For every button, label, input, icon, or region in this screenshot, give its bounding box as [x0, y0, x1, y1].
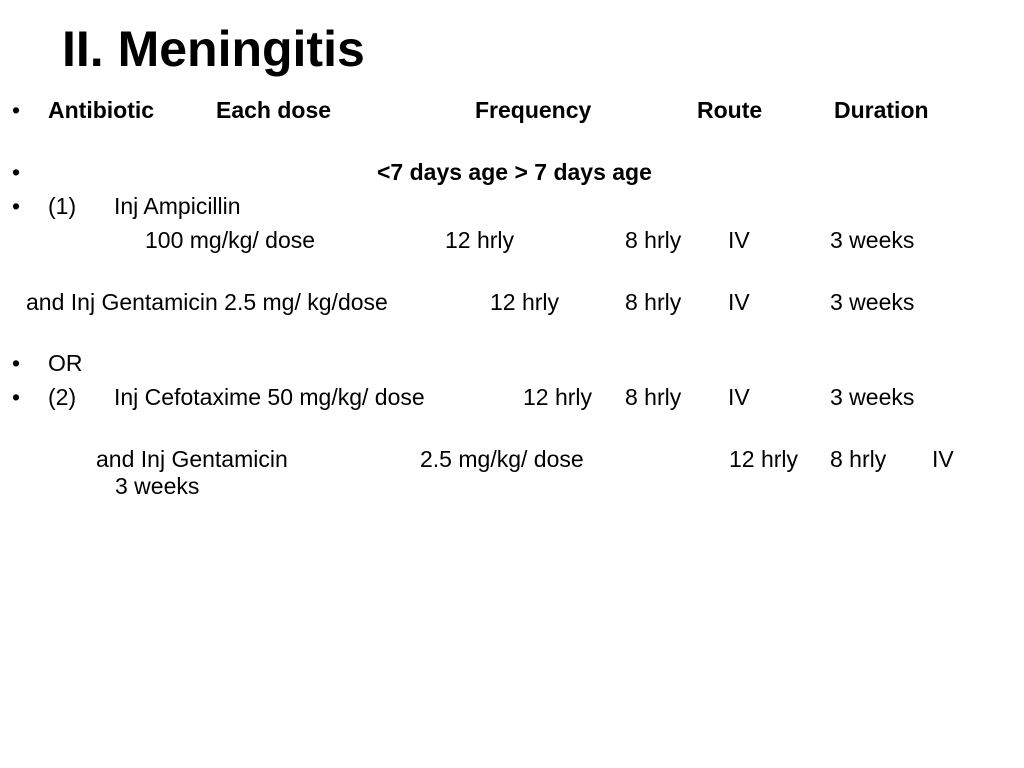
regimen1-route: IV [728, 227, 750, 253]
bullet: • [12, 193, 21, 219]
header-frequency: Frequency [475, 97, 592, 123]
regimen1-drug: Inj Ampicillin [114, 193, 241, 219]
regimen2-drug-dose: Inj Cefotaxime 50 mg/kg/ dose [114, 384, 425, 410]
regimen2b-route: IV [932, 446, 954, 472]
regimen2-number: (2) [48, 384, 77, 410]
bullet: • [12, 350, 21, 376]
regimen1-dose: 100 mg/kg/ dose [145, 227, 316, 253]
regimen1b-drug-dose: and Inj Gentamicin 2.5 mg/ kg/dose [26, 289, 388, 315]
regimen1b-freq-lt7: 12 hrly [490, 289, 560, 315]
regimen1b-freq-gt7: 8 hrly [625, 289, 682, 315]
regimen1b-route: IV [728, 289, 750, 315]
header-duration: Duration [834, 97, 929, 123]
age-row: <7 days age > 7 days age [377, 159, 652, 185]
regimen2-freq-gt7: 8 hrly [625, 384, 682, 410]
regimen2b-drug: and Inj Gentamicin [96, 446, 288, 472]
bullet: • [12, 97, 21, 123]
regimen2b-freq-gt7: 8 hrly [830, 446, 887, 472]
header-each-dose: Each dose [216, 97, 332, 123]
regimen2b-freq-lt7: 12 hrly [729, 446, 799, 472]
regimen2-duration: 3 weeks [830, 384, 915, 410]
regimen1-number: (1) [48, 193, 77, 219]
slide-title: II. Meningitis [62, 21, 365, 77]
regimen2b-duration: 3 weeks [115, 473, 200, 499]
bullet: • [12, 159, 21, 185]
header-antibiotic: Antibiotic [48, 97, 155, 123]
regimen2-route: IV [728, 384, 750, 410]
bullet: • [12, 384, 21, 410]
regimen1b-duration: 3 weeks [830, 289, 915, 315]
regimen1-duration: 3 weeks [830, 227, 915, 253]
regimen1-freq-lt7: 12 hrly [445, 227, 515, 253]
header-route: Route [697, 97, 763, 123]
regimen2-freq-lt7: 12 hrly [523, 384, 593, 410]
or-text: OR [48, 350, 83, 376]
regimen1-freq-gt7: 8 hrly [625, 227, 682, 253]
regimen2b-dose: 2.5 mg/kg/ dose [420, 446, 584, 472]
